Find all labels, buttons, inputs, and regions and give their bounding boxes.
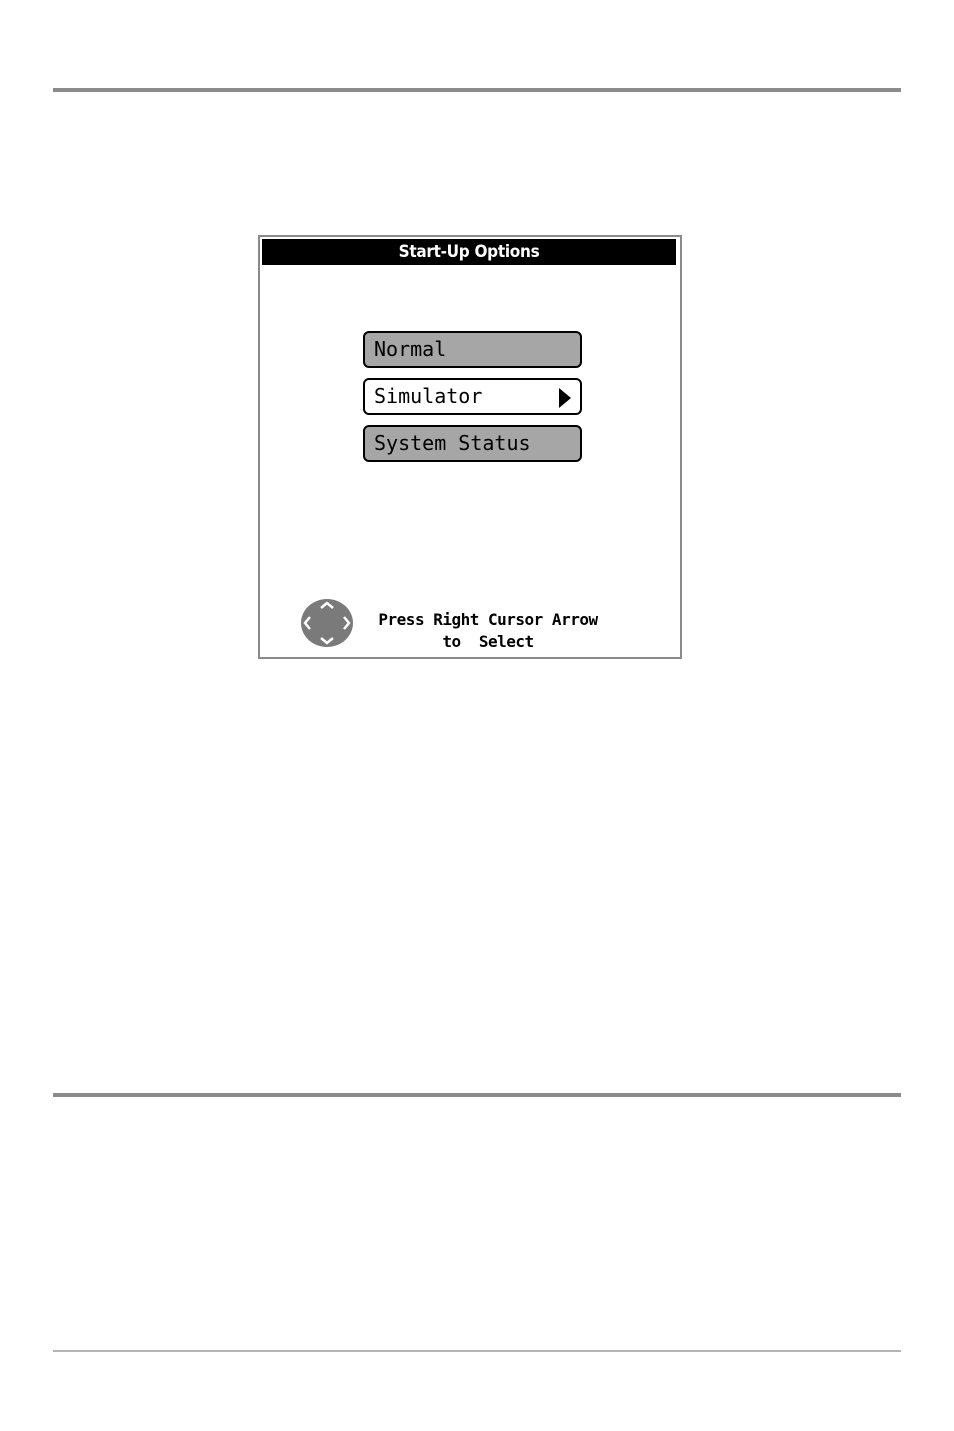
menu-item-normal-label: Normal: [374, 337, 447, 361]
menu-item-normal[interactable]: [363, 331, 582, 368]
screen-title: Start-Up Options: [262, 239, 676, 265]
header-divider: [53, 88, 901, 92]
select-hint-line1: Press Right Cursor Arrow: [378, 610, 598, 629]
section-divider: [53, 1093, 901, 1097]
menu-item-system-status[interactable]: [363, 425, 582, 462]
select-hint-line2: to Select: [442, 632, 534, 651]
menu-item-system-status-label: System Status: [374, 431, 531, 455]
triangle-right-icon: [559, 388, 571, 408]
select-hint: [368, 609, 608, 653]
menu-item-simulator[interactable]: [363, 378, 582, 415]
footer-divider: [53, 1350, 901, 1352]
menu-item-simulator-label: Simulator: [374, 384, 483, 408]
startup-options-screen: [258, 235, 682, 659]
four-way-cursor-pad-icon: [300, 598, 354, 648]
